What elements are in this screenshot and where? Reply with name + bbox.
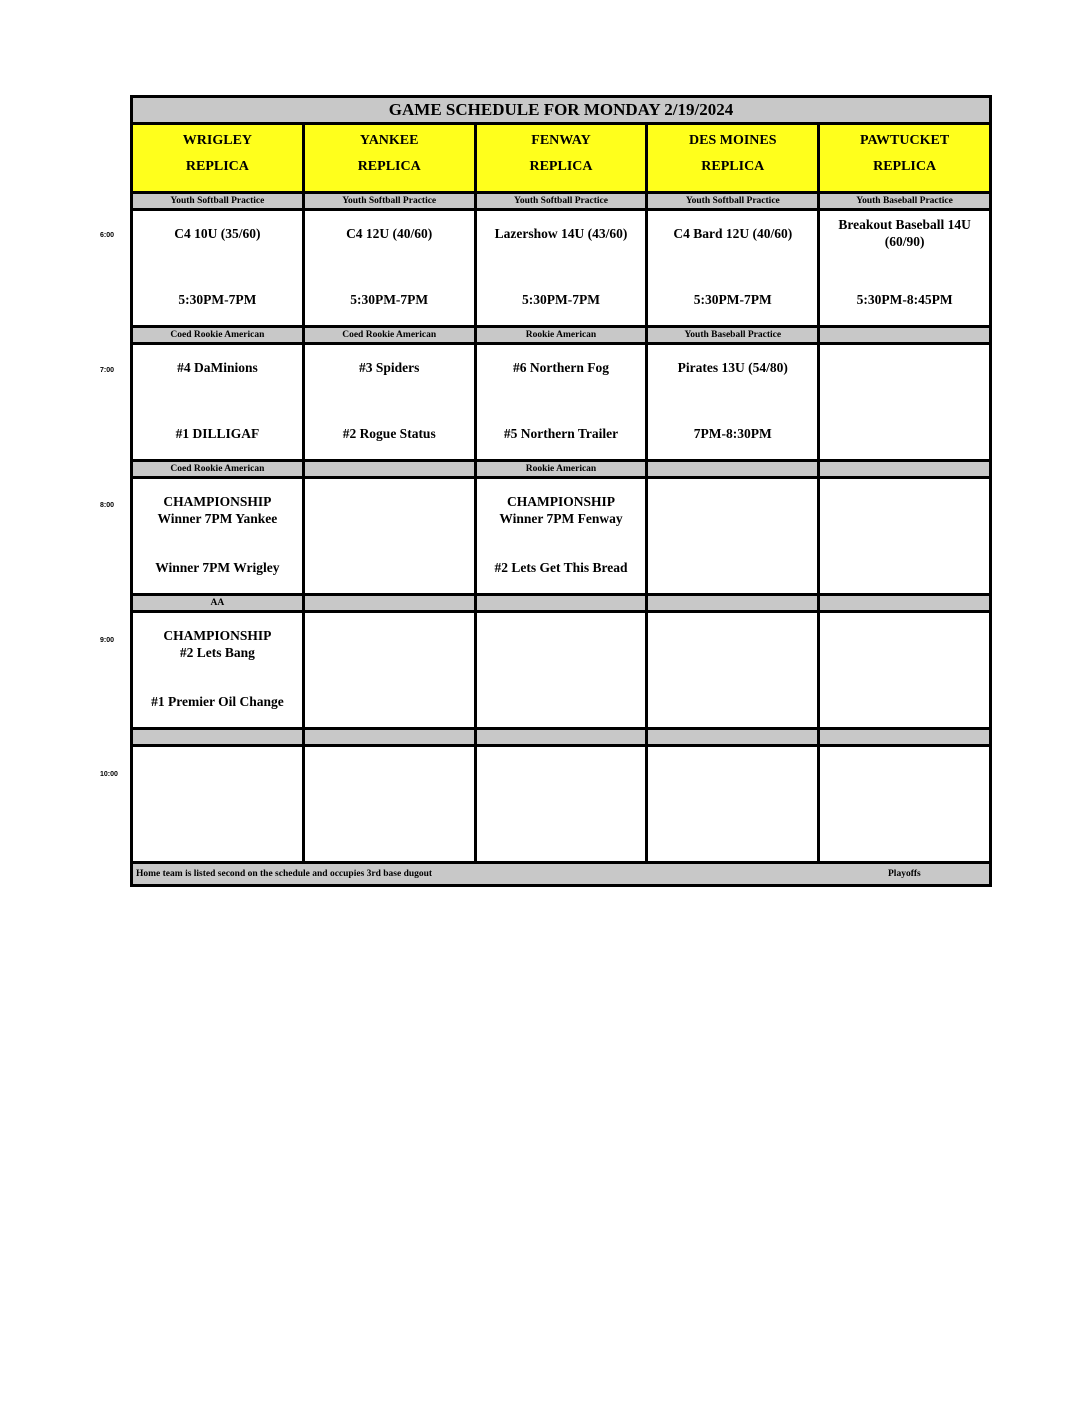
league-row bbox=[133, 194, 989, 211]
field-header-row bbox=[133, 125, 989, 194]
field-subtitle: REPLICA bbox=[357, 159, 421, 174]
game-row bbox=[133, 747, 989, 861]
time-label: 10:00 bbox=[100, 771, 118, 778]
game-cell bbox=[820, 613, 989, 727]
game-cell bbox=[820, 479, 989, 593]
game-cell bbox=[820, 747, 989, 861]
game-cell bbox=[820, 211, 989, 325]
field-header-yankee bbox=[305, 125, 477, 191]
league-label bbox=[820, 596, 989, 610]
league-label bbox=[305, 596, 477, 610]
game-cell bbox=[648, 747, 820, 861]
game-cell bbox=[305, 211, 477, 325]
league-label bbox=[305, 462, 477, 476]
league-label bbox=[648, 462, 820, 476]
league-label: AA bbox=[133, 596, 305, 610]
footer-note: Home team is listed second on the schedule and occupies 3rd base dugout bbox=[136, 869, 433, 879]
league-row bbox=[133, 459, 989, 479]
league-label bbox=[305, 730, 477, 744]
game-line-bottom: #2 Lets Get This Bread bbox=[494, 560, 628, 575]
league-label bbox=[648, 596, 820, 610]
game-line-bottom: 7PM-8:30PM bbox=[693, 426, 772, 441]
field-header-wrigley bbox=[133, 125, 305, 191]
field-name: YANKEE bbox=[359, 133, 419, 148]
game-line-bottom: 5:30PM-7PM bbox=[693, 292, 772, 307]
game-line-bottom: 5:30PM-7PM bbox=[178, 292, 257, 307]
league-label bbox=[133, 730, 305, 744]
game-line-top: #3 Spiders bbox=[359, 360, 420, 375]
game-line-top: CHAMPIONSHIP Winner 7PM Fenway bbox=[499, 494, 623, 526]
field-name: WRIGLEY bbox=[182, 133, 253, 148]
footer-row bbox=[133, 861, 989, 884]
time-label: 8:00 bbox=[100, 502, 115, 509]
game-cell bbox=[648, 479, 820, 593]
game-cell bbox=[133, 211, 305, 325]
league-label: Youth Baseball Practice bbox=[648, 328, 820, 342]
game-line-top: Pirates 13U (54/80) bbox=[677, 360, 788, 375]
game-line-bottom: #5 Northern Trailer bbox=[503, 426, 619, 441]
league-label bbox=[648, 730, 820, 744]
game-line-top: Lazershow 14U (43/60) bbox=[494, 226, 628, 241]
league-row bbox=[133, 593, 989, 613]
league-row bbox=[133, 727, 989, 747]
field-subtitle: REPLICA bbox=[701, 159, 765, 174]
game-line-top: C4 12U (40/60) bbox=[346, 226, 433, 241]
league-label: Coed Rookie American bbox=[133, 328, 305, 342]
game-cell bbox=[305, 613, 477, 727]
field-subtitle: REPLICA bbox=[529, 159, 593, 174]
league-label: Rookie American bbox=[477, 328, 649, 342]
game-line-bottom: 5:30PM-7PM bbox=[350, 292, 429, 307]
game-line-bottom: #1 DILLIGAF bbox=[175, 426, 260, 441]
league-label: Coed Rookie American bbox=[305, 328, 477, 342]
league-label bbox=[820, 462, 989, 476]
field-header-des-moines bbox=[648, 125, 820, 191]
league-label: Coed Rookie American bbox=[133, 462, 305, 476]
game-line-top: CHAMPIONSHIP Winner 7PM Yankee bbox=[157, 494, 278, 526]
league-label: Youth Softball Practice bbox=[477, 194, 649, 208]
field-header-fenway bbox=[477, 125, 649, 191]
field-name: DES MOINES bbox=[689, 133, 777, 148]
game-cell bbox=[133, 345, 305, 459]
schedule-table bbox=[130, 95, 992, 887]
field-subtitle: REPLICA bbox=[185, 159, 249, 174]
game-cell bbox=[133, 613, 305, 727]
league-label: Youth Softball Practice bbox=[133, 194, 305, 208]
game-cell bbox=[305, 479, 477, 593]
league-label bbox=[820, 730, 989, 744]
game-row bbox=[133, 345, 989, 459]
game-line-top: C4 Bard 12U (40/60) bbox=[673, 226, 793, 241]
game-line-bottom: #2 Rogue Status bbox=[342, 426, 436, 441]
game-cell bbox=[477, 613, 649, 727]
league-label: Youth Baseball Practice bbox=[856, 196, 953, 206]
time-label: 6:00 bbox=[100, 232, 115, 239]
game-cell bbox=[133, 479, 305, 593]
game-cell bbox=[477, 747, 649, 861]
footer-tag: Playoffs bbox=[888, 869, 921, 879]
game-cell bbox=[820, 345, 989, 459]
game-cell bbox=[477, 345, 649, 459]
game-row bbox=[133, 211, 989, 325]
league-label bbox=[477, 596, 649, 610]
time-label: 9:00 bbox=[100, 637, 115, 644]
game-cell bbox=[305, 747, 477, 861]
league-label bbox=[820, 328, 989, 342]
game-line-top: Breakout Baseball 14U (60/90) bbox=[838, 217, 971, 249]
game-cell bbox=[477, 211, 649, 325]
game-line-bottom: 5:30PM-7PM bbox=[522, 292, 600, 307]
field-header-pawtucket bbox=[820, 125, 989, 191]
game-row bbox=[133, 613, 989, 727]
game-cell bbox=[648, 345, 820, 459]
league-label: Rookie American bbox=[477, 462, 649, 476]
schedule-title: GAME SCHEDULE FOR MONDAY 2/19/2024 bbox=[133, 98, 989, 125]
game-cell bbox=[648, 613, 820, 727]
league-label: Youth Softball Practice bbox=[305, 194, 477, 208]
game-line-bottom: #1 Premier Oil Change bbox=[151, 694, 284, 709]
game-row bbox=[133, 479, 989, 593]
game-line-bottom: 5:30PM-8:45PM bbox=[856, 292, 953, 307]
field-name: FENWAY bbox=[531, 133, 591, 148]
game-cell bbox=[133, 747, 305, 861]
league-row bbox=[133, 325, 989, 345]
game-line-bottom: Winner 7PM Wrigley bbox=[155, 560, 280, 575]
time-label: 7:00 bbox=[100, 367, 115, 374]
game-line-top: C4 10U (35/60) bbox=[174, 226, 261, 241]
field-name: PAWTUCKET bbox=[859, 133, 950, 148]
game-cell bbox=[477, 479, 649, 593]
game-cell bbox=[305, 345, 477, 459]
league-label: Youth Softball Practice bbox=[648, 194, 820, 208]
field-subtitle: REPLICA bbox=[873, 159, 937, 174]
league-label bbox=[477, 730, 649, 744]
game-line-top: #4 DaMinions bbox=[177, 360, 258, 375]
time-slots bbox=[133, 194, 989, 861]
game-line-top: CHAMPIONSHIP #2 Lets Bang bbox=[163, 628, 272, 660]
game-cell bbox=[648, 211, 820, 325]
game-line-top: #6 Northern Fog bbox=[513, 360, 609, 375]
